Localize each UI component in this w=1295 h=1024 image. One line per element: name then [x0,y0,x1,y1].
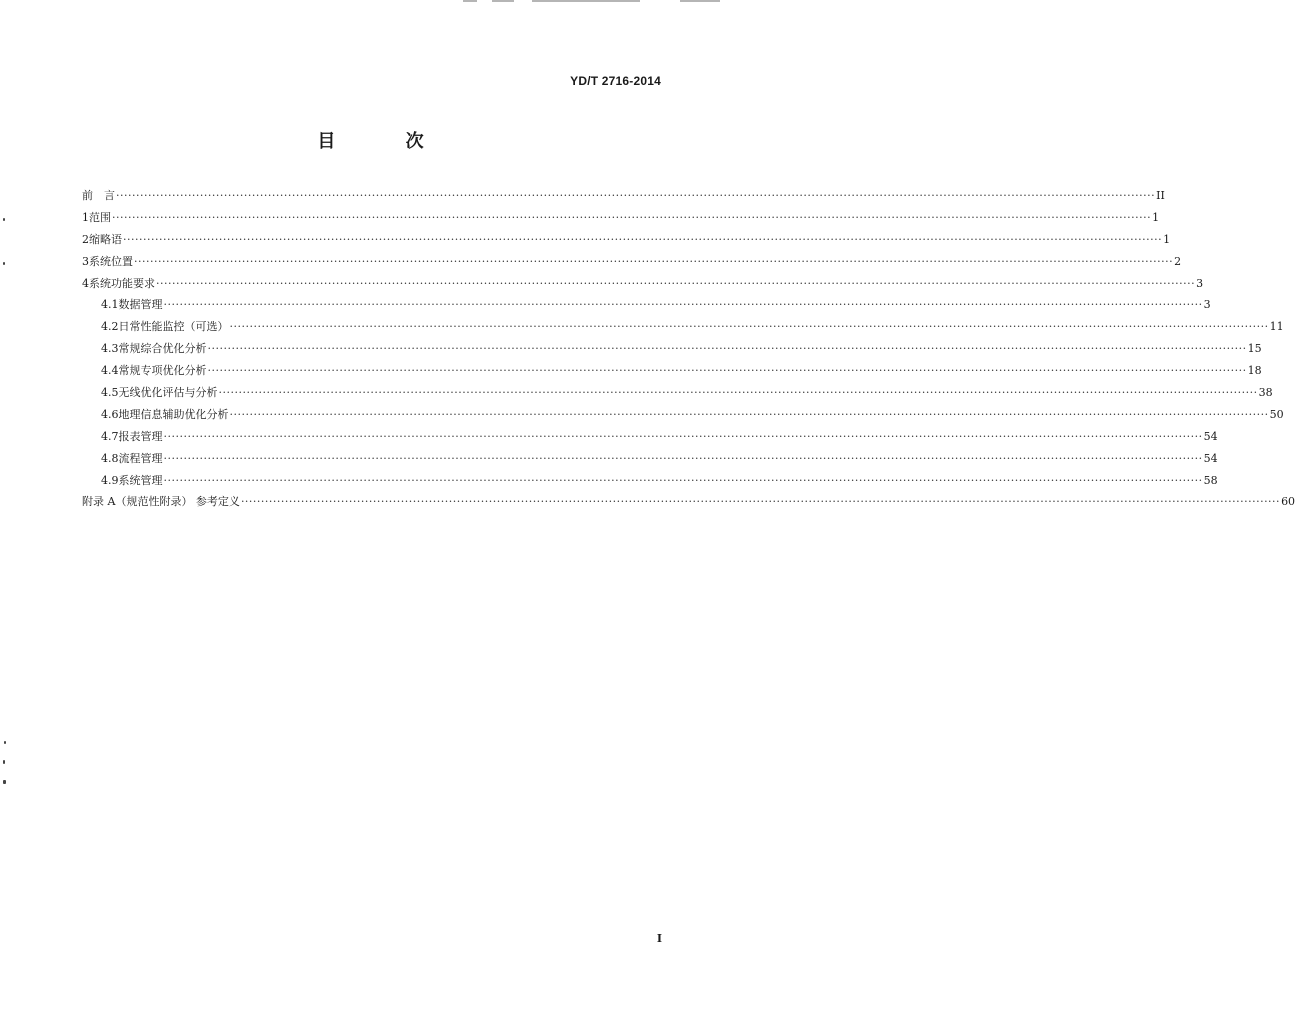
toc-entry-number: 4.2 [101,320,119,334]
toc-entry-label: 流程管理 [118,451,163,465]
toc-entry[interactable] [82,448,1218,470]
toc-entry-page: 38 [1258,386,1273,400]
toc-entry-page: 18 [1247,364,1262,378]
toc-entry-label: 系统管理 [118,473,163,487]
toc-leader-dots: ···································································································································································································································································· [112,210,1152,224]
scan-speck [3,218,5,221]
toc-entry-number: 3 [82,254,89,268]
toc-entry-page: II [1156,189,1165,202]
toc-leader-dots: ···································································································································································································································································· [123,232,1163,246]
toc-entry-number: 4.7 [101,429,119,443]
toc-leader-dots: ···································································································································································································································································· [163,298,1203,312]
toc-entry[interactable] [82,273,1204,295]
toc-entry-number: 4.6 [101,407,119,421]
toc-entry-page: 1 [1152,210,1160,224]
toc-entry-page: 11 [1269,320,1284,334]
scan-line [680,0,720,2]
scan-line [492,0,514,2]
scan-speck [3,780,6,784]
toc-entry-label: 缩略语 [89,232,122,246]
toc-entry-page: 3 [1203,298,1211,312]
toc-entry-page: 3 [1196,276,1204,290]
toc-entry-page: 15 [1247,342,1262,356]
toc-leader-dots: ···································································································································································································································································· [163,429,1203,443]
toc-entry-label: 数据管理 [118,298,163,312]
scan-line [532,0,640,2]
toc-entry[interactable] [82,360,1262,382]
toc-entry-number: 2 [82,232,89,246]
toc-leader-dots: ···································································································································································································································································· [207,342,1247,356]
page-title: 目 次 [317,131,456,152]
toc-entry-label: 无线优化评估与分析 [118,386,218,400]
toc-entry-number: 4.5 [101,386,119,400]
toc-entry[interactable] [82,316,1284,338]
toc-entry-page: 60 [1281,495,1295,509]
toc-leader-dots: ···································································································································································································································································· [229,320,1269,334]
toc-entry-number: 4 [82,276,89,290]
toc-entry[interactable] [82,426,1218,448]
toc-entry-label: 常规专项优化分析 [118,364,207,378]
toc-entry-number: 4.4 [101,364,119,378]
toc-leader-dots: ···································································································································································································································································· [163,451,1203,465]
toc-entry-page: 54 [1203,451,1218,465]
toc-entry[interactable] [82,382,1273,404]
toc-entry[interactable] [82,294,1211,316]
toc-entry-page: 54 [1203,429,1218,443]
toc-leader-dots: ···································································································································································································································································· [163,473,1203,487]
toc-entry-number: 4.9 [101,473,119,487]
toc-entry[interactable] [82,185,1165,207]
toc-leader-dots: ···································································································································································································································································· [156,276,1196,290]
toc-entry-label: 日常性能监控（可选） [118,320,229,334]
standard-code: YD/T 2716-2014 [570,74,661,88]
toc-entry-number: 4.1 [101,298,119,312]
toc-entry-label: 地理信息辅助优化分析 [118,407,229,421]
toc-entry-number: 4.8 [101,451,119,465]
toc-leader-dots: ···································································································································································································································································· [207,364,1247,378]
toc-entry-label: 前 言 [82,189,115,202]
toc-entry-label: 常规综合优化分析 [118,342,207,356]
toc-leader-dots: ···································································································································································································································································· [116,189,1156,202]
scan-line [463,0,477,2]
toc-entry-label: 附录 A（规范性附录） 参考定义 [82,495,240,509]
toc-entry-number: 1 [82,210,89,224]
scan-speck [4,741,6,744]
toc-entry-page: 2 [1174,254,1182,268]
toc-leader-dots: ···································································································································································································································································· [240,495,1281,509]
toc-leader-dots: ···································································································································································································································································· [134,254,1174,268]
toc-entry[interactable] [82,338,1262,360]
toc-leader-dots: ···································································································································································································································································· [229,407,1269,421]
toc-entry-number: 4.3 [101,342,119,356]
toc-entry-label: 系统功能要求 [89,276,155,290]
toc-entry[interactable] [82,491,1295,513]
page-number: I [656,932,662,945]
toc-leader-dots: ···································································································································································································································································· [218,386,1258,400]
scan-speck [3,262,5,265]
toc-entry-page: 58 [1203,473,1218,487]
toc-entry-page: 50 [1269,407,1284,421]
toc-entry-page: 1 [1163,232,1171,246]
scan-speck [3,760,5,764]
toc-entry[interactable] [82,470,1218,492]
toc-entry-label: 范围 [89,210,111,224]
toc-entry-label: 报表管理 [118,429,163,443]
toc-entry[interactable] [82,207,1160,229]
table-of-contents [82,185,1295,513]
toc-entry[interactable] [82,251,1182,273]
toc-entry[interactable] [82,229,1171,251]
toc-entry-label: 系统位置 [89,254,133,268]
toc-entry[interactable] [82,404,1284,426]
